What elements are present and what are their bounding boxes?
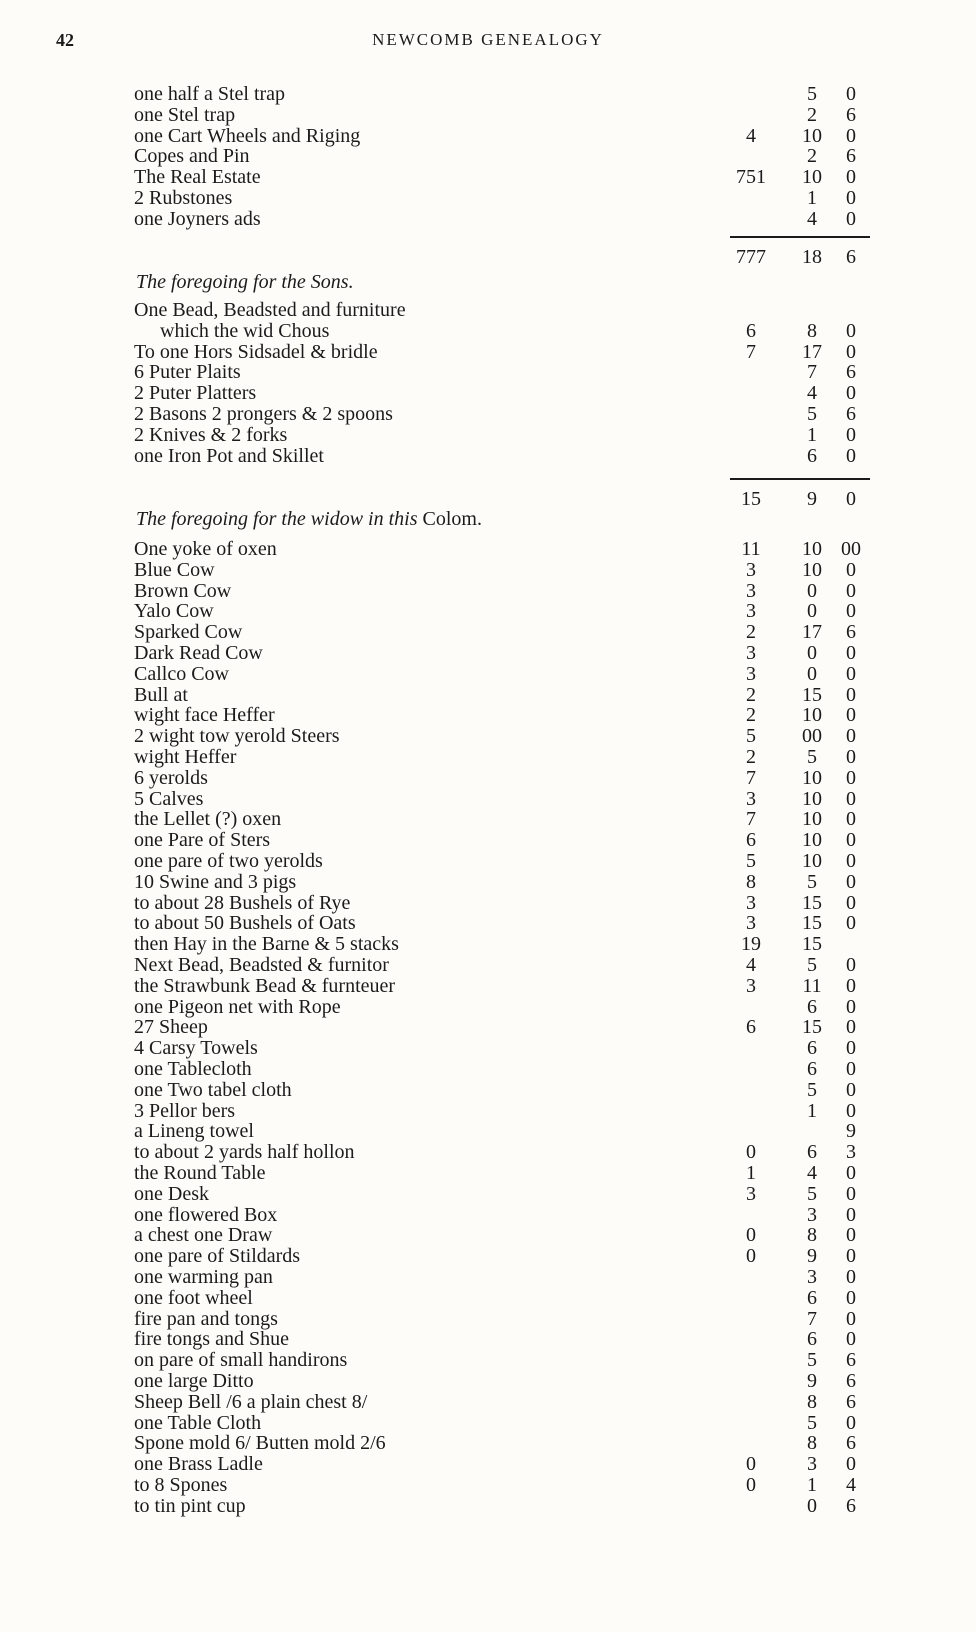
item-description: Spone mold 6/ Butten mold 2/6 <box>134 1432 386 1455</box>
item-description: 2 Puter Platters <box>134 382 257 405</box>
amount-pence: 0 <box>846 974 856 997</box>
amount-pence: 0 <box>846 1182 856 1205</box>
amount-pence: 0 <box>846 1058 856 1080</box>
amount-pence: 0 <box>846 766 856 789</box>
item-description: which the wid Chous <box>160 319 330 342</box>
caption-plain: Colom. <box>422 508 482 530</box>
amount-shillings: 15 <box>802 1016 822 1039</box>
item-description: Callco Cow <box>134 662 229 685</box>
ledger-row <box>0 913 976 934</box>
amount-pounds: 6 <box>746 1016 756 1039</box>
amount-shillings: 0 <box>807 1494 817 1517</box>
ledger-row <box>0 362 976 383</box>
ledger-row <box>0 126 976 147</box>
amount-pence: 0 <box>846 954 856 976</box>
amount-shillings: 10 <box>802 538 822 560</box>
amount-pounds: 19 <box>741 933 761 956</box>
amount-pence: 0 <box>846 1016 856 1039</box>
ledger-row <box>0 601 976 622</box>
amount-shillings: 15 <box>802 933 822 956</box>
item-description: one Iron Pot and Skillet <box>134 444 324 467</box>
amount-shillings: 6 <box>807 995 817 1018</box>
amount-shillings: 5 <box>807 954 817 976</box>
ledger-row <box>0 1267 976 1288</box>
sum-rule <box>730 478 870 480</box>
amount-pounds: 1 <box>746 1162 756 1184</box>
sum-rule <box>730 236 870 238</box>
amount-shillings: 2 <box>807 103 817 126</box>
item-description: a chest one Draw <box>134 1224 273 1247</box>
amount-shillings: 0 <box>807 642 817 664</box>
amount-pence: 0 <box>846 1099 856 1122</box>
ledger-row <box>0 1309 976 1330</box>
amount-shillings: 5 <box>807 1078 817 1101</box>
amount-pence: 6 <box>846 403 856 425</box>
amount-shillings: 00 <box>802 725 822 748</box>
ledger-row <box>0 705 976 726</box>
ledger-row <box>0 383 976 404</box>
amount-pence: 0 <box>846 1203 856 1226</box>
item-description: one flowered Box <box>134 1203 278 1226</box>
section-caption <box>136 271 354 294</box>
item-description: 10 Swine and 3 pigs <box>134 870 297 893</box>
item-description: wight Heffer <box>134 746 237 768</box>
amount-pounds: 2 <box>746 746 756 768</box>
amount-shillings: 10 <box>802 850 822 872</box>
caption-italic: The foregoing for the Sons. <box>136 271 354 293</box>
amount-pence: 0 <box>846 870 856 893</box>
amount-pence: 0 <box>846 642 856 664</box>
amount-shillings: 7 <box>807 1307 817 1330</box>
amount-pence: 0 <box>846 1266 856 1288</box>
amount-shillings: 5 <box>807 83 817 105</box>
amount-shillings: 10 <box>802 808 822 831</box>
amount-shillings: 0 <box>807 579 817 602</box>
item-description: Dark Read Cow <box>134 642 263 664</box>
amount-shillings: 18 <box>802 246 822 268</box>
item-description: 4 Carsy Towels <box>134 1037 258 1060</box>
amount-pence: 0 <box>846 1328 856 1351</box>
ledger-row <box>0 1371 976 1392</box>
amount-pence: 0 <box>846 1245 856 1268</box>
amount-pence: 6 <box>846 1494 856 1517</box>
ledger-row <box>0 1142 976 1163</box>
ledger-row <box>0 1080 976 1101</box>
item-description: one foot wheel <box>134 1286 253 1309</box>
amount-pounds: 3 <box>746 1182 756 1205</box>
amount-pence: 0 <box>846 808 856 831</box>
amount-pence: 0 <box>846 1078 856 1101</box>
ledger-row <box>0 1163 976 1184</box>
ledger-row <box>0 342 976 363</box>
amount-pence: 3 <box>846 1141 856 1164</box>
item-description: 2 Knives & 2 forks <box>134 423 288 446</box>
ledger-row <box>0 1205 976 1226</box>
amount-pounds: 2 <box>746 621 756 644</box>
item-description: to about 50 Bushels of Oats <box>134 912 356 935</box>
ledger-row <box>0 747 976 768</box>
amount-pence: 0 <box>846 995 856 1018</box>
ledger-row <box>0 664 976 685</box>
ledger-row <box>0 997 976 1018</box>
amount-pence: 0 <box>846 382 856 405</box>
ledger-row <box>0 622 976 643</box>
amount-shillings: 8 <box>807 319 817 342</box>
amount-pounds: 8 <box>746 870 756 893</box>
item-description: a Lineng towel <box>134 1120 254 1143</box>
amount-pounds: 3 <box>746 974 756 997</box>
ledger-row <box>0 581 976 602</box>
amount-pence: 0 <box>846 207 856 230</box>
item-description: Yalo Cow <box>134 600 214 623</box>
caption-italic: The foregoing for the widow in this <box>136 508 418 530</box>
amount-pence: 0 <box>846 787 856 810</box>
ledger-row <box>0 167 976 188</box>
amount-pounds: 7 <box>746 808 756 831</box>
ledger-row <box>0 934 976 955</box>
ledger-row <box>0 560 976 581</box>
amount-pounds: 3 <box>746 558 756 581</box>
ledger-row <box>0 1454 976 1475</box>
item-description: 2 wight tow yerold Steers <box>134 725 340 748</box>
item-description: the Strawbunk Bead & furnteuer <box>134 974 396 997</box>
amount-shillings: 6 <box>807 1286 817 1309</box>
ledger-row <box>0 1350 976 1371</box>
amount-shillings: 9 <box>807 1370 817 1392</box>
ledger-row <box>0 105 976 126</box>
amount-shillings: 1 <box>807 423 817 446</box>
item-description: to tin pint cup <box>134 1494 246 1517</box>
ledger-row <box>0 300 976 321</box>
item-description: the Lellet (?) oxen <box>134 808 282 831</box>
total-row <box>0 247 976 268</box>
amount-shillings: 3 <box>807 1453 817 1476</box>
amount-shillings: 3 <box>807 1266 817 1288</box>
amount-shillings: 6 <box>807 1058 817 1080</box>
ledger-row <box>0 1246 976 1267</box>
amount-shillings: 0 <box>807 662 817 685</box>
item-description: Brown Cow <box>134 579 232 602</box>
amount-pence: 6 <box>846 145 856 168</box>
item-description: one half a Stel trap <box>134 83 286 105</box>
amount-pence: 0 <box>846 340 856 363</box>
amount-pence: 0 <box>846 600 856 623</box>
page-number: 42 <box>56 30 74 50</box>
amount-pounds: 0 <box>746 1245 756 1268</box>
amount-shillings: 1 <box>807 1099 817 1122</box>
item-description: One Bead, Beadsted and furniture <box>134 299 406 321</box>
item-description: 3 Pellor bers <box>134 1099 236 1122</box>
amount-shillings: 15 <box>802 912 822 935</box>
item-description: one Brass Ladle <box>134 1453 263 1476</box>
amount-pence: 0 <box>846 558 856 581</box>
item-description: fire tongs and Shue <box>134 1328 289 1351</box>
item-description: one large Ditto <box>134 1370 254 1392</box>
item-description: Bull at <box>134 683 188 706</box>
item-description: One yoke of oxen <box>134 538 277 560</box>
ledger-row <box>0 1392 976 1413</box>
amount-shillings: 4 <box>807 207 817 230</box>
ledger-row <box>0 425 976 446</box>
amount-pence: 6 <box>846 1390 856 1413</box>
amount-shillings: 9 <box>807 488 817 510</box>
item-description: 2 Basons 2 prongers & 2 spoons <box>134 403 393 425</box>
ledger-row <box>0 955 976 976</box>
amount-pounds: 6 <box>746 829 756 852</box>
amount-shillings: 15 <box>802 891 822 914</box>
amount-pence: 0 <box>846 488 856 510</box>
amount-pounds: 0 <box>746 1453 756 1476</box>
item-description: one Desk <box>134 1182 209 1205</box>
amount-pounds: 5 <box>746 725 756 748</box>
amount-shillings: 7 <box>807 361 817 384</box>
ledger-row <box>0 1413 976 1434</box>
amount-shillings: 5 <box>807 403 817 425</box>
amount-pence: 6 <box>846 103 856 126</box>
item-description: to about 28 Bushels of Rye <box>134 891 351 914</box>
ledger-row <box>0 872 976 893</box>
amount-shillings: 17 <box>802 621 822 644</box>
amount-pence: 6 <box>846 246 856 268</box>
amount-shillings: 10 <box>802 829 822 852</box>
item-description: then Hay in the Barne & 5 stacks <box>134 933 399 956</box>
amount-shillings: 4 <box>807 1162 817 1184</box>
item-description: The Real Estate <box>134 166 261 189</box>
amount-pounds: 6 <box>746 319 756 342</box>
amount-shillings: 5 <box>807 1411 817 1434</box>
amount-pence: 0 <box>846 124 856 147</box>
amount-pounds: 751 <box>736 166 766 189</box>
item-description: one pare of Stildards <box>134 1245 301 1268</box>
item-description: to about 2 yards half hollon <box>134 1141 355 1164</box>
ledger-row <box>0 404 976 425</box>
amount-shillings: 17 <box>802 340 822 363</box>
ledger-row <box>0 643 976 664</box>
amount-pence: 0 <box>846 1411 856 1434</box>
amount-shillings: 5 <box>807 1349 817 1372</box>
amount-pounds: 11 <box>741 538 761 560</box>
item-description: one Table Cloth <box>134 1411 262 1434</box>
amount-pence: 0 <box>846 704 856 727</box>
ledger-row <box>0 84 976 105</box>
item-description: one Stel trap <box>134 103 236 126</box>
total-row <box>0 489 976 510</box>
amount-shillings: 9 <box>807 1245 817 1268</box>
ledger-row <box>0 321 976 342</box>
ledger-row <box>0 685 976 706</box>
amount-pounds: 3 <box>746 579 756 602</box>
amount-pounds: 777 <box>736 246 766 268</box>
amount-pence: 0 <box>846 579 856 602</box>
amount-shillings: 10 <box>802 704 822 727</box>
amount-pounds: 3 <box>746 912 756 935</box>
amount-pounds: 3 <box>746 891 756 914</box>
item-description: one Two tabel cloth <box>134 1078 292 1101</box>
item-description: one Tablecloth <box>134 1058 252 1080</box>
amount-pounds: 5 <box>746 850 756 872</box>
amount-pence: 0 <box>846 746 856 768</box>
item-description: 27 Sheep <box>134 1016 208 1039</box>
amount-pounds: 2 <box>746 704 756 727</box>
amount-pounds: 3 <box>746 600 756 623</box>
ledger-row <box>0 1433 976 1454</box>
ledger-row <box>0 1038 976 1059</box>
item-description: one Cart Wheels and Riging <box>134 124 361 147</box>
section-caption <box>136 508 482 531</box>
amount-shillings: 6 <box>807 444 817 467</box>
item-description: Sparked Cow <box>134 621 243 644</box>
amount-shillings: 6 <box>807 1328 817 1351</box>
ledger-row <box>0 830 976 851</box>
item-description: Blue Cow <box>134 558 215 581</box>
running-head-title: NEWCOMB GENEALOGY <box>372 30 604 49</box>
amount-pounds: 4 <box>746 954 756 976</box>
amount-pence: 0 <box>846 187 856 209</box>
amount-pence: 0 <box>846 850 856 872</box>
item-description: Next Bead, Beadsted & furnitor <box>134 954 389 976</box>
amount-pence: 0 <box>846 423 856 446</box>
amount-shillings: 8 <box>807 1390 817 1413</box>
ledger-row <box>0 1017 976 1038</box>
amount-shillings: 8 <box>807 1432 817 1455</box>
item-description: one warming pan <box>134 1266 273 1288</box>
ledger-row <box>0 893 976 914</box>
amount-pence: 0 <box>846 1307 856 1330</box>
amount-shillings: 10 <box>802 558 822 581</box>
amount-pence: 6 <box>846 621 856 644</box>
amount-shillings: 6 <box>807 1037 817 1060</box>
item-description: 6 yerolds <box>134 766 208 789</box>
amount-pounds: 3 <box>746 787 756 810</box>
item-description: wight face Heffer <box>134 704 275 727</box>
item-description: Sheep Bell /6 a plain chest 8/ <box>134 1390 368 1413</box>
amount-shillings: 5 <box>807 870 817 893</box>
amount-pence: 0 <box>846 725 856 748</box>
ledger-row <box>0 976 976 997</box>
amount-pence: 0 <box>846 1162 856 1184</box>
amount-pence: 0 <box>846 1286 856 1309</box>
ledger-row <box>0 539 976 560</box>
item-description: to 8 Spones <box>134 1474 228 1496</box>
ledger-row <box>0 809 976 830</box>
ledger-row <box>0 1184 976 1205</box>
amount-shillings: 1 <box>807 1474 817 1496</box>
ledger-row <box>0 1059 976 1080</box>
amount-pounds: 3 <box>746 642 756 664</box>
amount-shillings: 4 <box>807 382 817 405</box>
ledger-row <box>0 1288 976 1309</box>
amount-shillings: 5 <box>807 746 817 768</box>
amount-pence: 6 <box>846 1370 856 1392</box>
ledger-row <box>0 1101 976 1122</box>
item-description: one pare of two yerolds <box>134 850 323 872</box>
amount-pounds: 0 <box>746 1224 756 1247</box>
amount-shillings: 5 <box>807 1182 817 1205</box>
amount-shillings: 10 <box>802 766 822 789</box>
amount-pence: 0 <box>846 829 856 852</box>
amount-pence: 00 <box>841 538 861 560</box>
item-description: the Round Table <box>134 1162 266 1184</box>
amount-shillings: 3 <box>807 1203 817 1226</box>
amount-pounds: 2 <box>746 683 756 706</box>
amount-pence: 0 <box>846 1224 856 1247</box>
amount-shillings: 10 <box>802 787 822 810</box>
amount-shillings: 11 <box>802 974 822 997</box>
item-description: one Joyners ads <box>134 207 261 230</box>
amount-shillings: 8 <box>807 1224 817 1247</box>
amount-pence: 0 <box>846 683 856 706</box>
amount-shillings: 0 <box>807 600 817 623</box>
ledger-row <box>0 1225 976 1246</box>
amount-shillings: 10 <box>802 166 822 189</box>
amount-pounds: 3 <box>746 662 756 685</box>
ledger-row <box>0 726 976 747</box>
ledger-row <box>0 188 976 209</box>
amount-pence: 4 <box>846 1474 856 1496</box>
amount-shillings: 2 <box>807 145 817 168</box>
amount-pence: 0 <box>846 166 856 189</box>
amount-pounds: 7 <box>746 340 756 363</box>
amount-pence: 0 <box>846 662 856 685</box>
amount-pence: 0 <box>846 912 856 935</box>
amount-pence: 0 <box>846 1037 856 1060</box>
item-description: 5 Calves <box>134 787 204 810</box>
ledger-row <box>0 209 976 230</box>
item-description: one Pigeon net with Rope <box>134 995 341 1018</box>
amount-pence: 0 <box>846 83 856 105</box>
item-description: Copes and Pin <box>134 145 250 168</box>
ledger-row <box>0 1329 976 1350</box>
ledger-row <box>0 1496 976 1517</box>
amount-pence: 6 <box>846 1432 856 1455</box>
item-description: 6 Puter Plaits <box>134 361 241 384</box>
ledger-row <box>0 851 976 872</box>
amount-pounds: 7 <box>746 766 756 789</box>
ledger-row <box>0 446 976 467</box>
amount-pence: 0 <box>846 319 856 342</box>
amount-pence: 0 <box>846 444 856 467</box>
amount-pence: 0 <box>846 891 856 914</box>
amount-pounds: 15 <box>741 488 761 510</box>
item-description: 2 Rubstones <box>134 187 233 209</box>
ledger-row <box>0 789 976 810</box>
ledger-row <box>0 146 976 167</box>
amount-pounds: 4 <box>746 124 756 147</box>
item-description: on pare of small handirons <box>134 1349 348 1372</box>
amount-pounds: 0 <box>746 1141 756 1164</box>
amount-shillings: 15 <box>802 683 822 706</box>
ledger-row <box>0 1475 976 1496</box>
item-description: fire pan and tongs <box>134 1307 278 1330</box>
amount-shillings: 10 <box>802 124 822 147</box>
ledger-row <box>0 768 976 789</box>
amount-pence: 0 <box>846 1453 856 1476</box>
item-description: To one Hors Sidsadel & bridle <box>134 340 378 363</box>
amount-pence: 9 <box>846 1120 856 1143</box>
amount-pounds: 0 <box>746 1474 756 1496</box>
amount-pence: 6 <box>846 361 856 384</box>
amount-shillings: 1 <box>807 187 817 209</box>
ledger-row <box>0 1121 976 1142</box>
amount-pence: 6 <box>846 1349 856 1372</box>
amount-shillings: 6 <box>807 1141 817 1164</box>
item-description: one Pare of Sters <box>134 829 271 852</box>
